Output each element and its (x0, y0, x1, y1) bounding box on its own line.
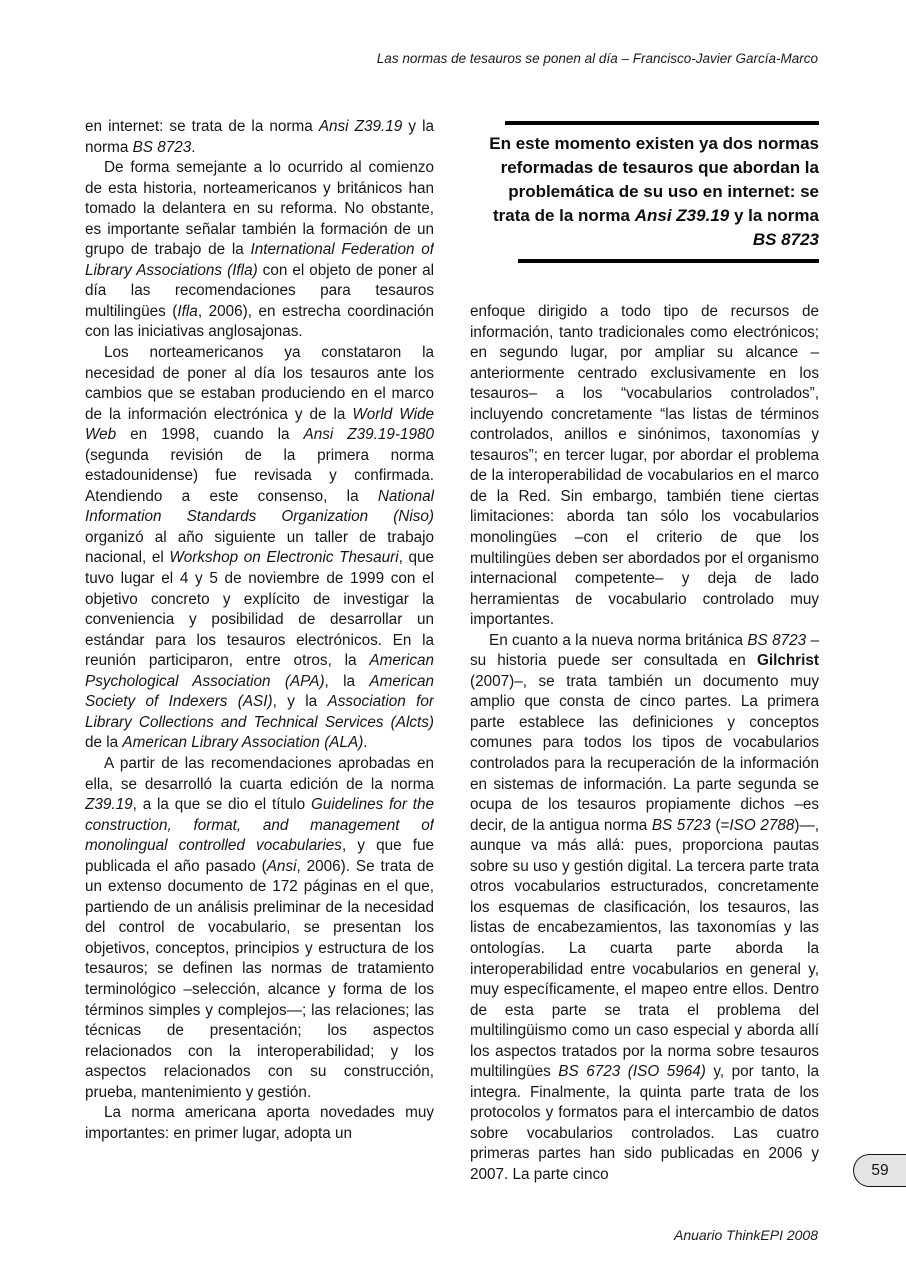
page-number: 59 (871, 1161, 889, 1179)
text-run: National Information Standards Organization (Niso) (85, 487, 434, 526)
text-run: . (363, 734, 368, 752)
text-run: Association for Library Collections and Technical Services (Alcts) (85, 693, 434, 731)
text-run: En cuanto a la nueva norma británica (489, 631, 748, 649)
text-run: , la (324, 672, 370, 690)
text-run: de la (85, 734, 123, 752)
text-run: BS 8723 (747, 631, 807, 649)
right-column-text (470, 302, 819, 1186)
text-run: Ansi (266, 857, 297, 875)
journal-footer: Anuario ThinkEPI 2008 (674, 1227, 818, 1243)
text-run: Workshop on Electronic Thesauri (169, 549, 399, 567)
text-run: BS 5723 (651, 816, 711, 834)
text-run: y la norma (729, 206, 819, 225)
paragraph (85, 754, 434, 1103)
left-column (85, 117, 434, 1199)
text-run: American Library Association (ALA) (122, 734, 364, 752)
text-run: (2007)–, se trata también un documento muy amplio que consta de cinco partes. La primera parte establece las definiciones y conceptos comunes para todos los tipos de vocabularios controlados para la recuperación de la información en sistemas de información. La parte segunda se ocupa de los tesauros propiamente dichos –es decir, de la antigua norma (470, 672, 819, 834)
text-run: American Psychological Association (APA) (85, 652, 434, 690)
text-run: De forma semejante a lo ocurrido al comienzo de esta historia, norteamericanos y británicos han tomado la delantera en su reforma. No obstante, es importante señalar también la formación de un grupo de trabajo de la (85, 159, 434, 259)
text-run: International Federation of Library Associations (Ifla) (85, 241, 434, 279)
paragraph (85, 117, 434, 158)
running-header: Las normas de tesauros se ponen al día – Francisco-Javier García-Marco (376, 51, 818, 66)
text-run: Los norteamericanos ya constataron la necesidad de poner al día los tesauros ante los cambios que se estaban produciendo en el marco de la información electrónica y de la (85, 344, 434, 423)
page-number-badge (853, 1154, 906, 1187)
text-run: , y que fue publicada el año pasado ( (85, 837, 434, 875)
text-run: Gilchrist (756, 652, 819, 670)
text-run: organizó al año siguiente un taller de trabajo nacional, el (85, 528, 434, 567)
text-run: BS 8723 (132, 138, 192, 156)
text-run: Ifla (177, 302, 198, 320)
right-column (470, 117, 819, 1199)
paragraph (470, 631, 819, 1186)
paragraph (470, 302, 819, 631)
text-run: BS 6723 (ISO 5964) (558, 1063, 706, 1081)
text-run: , 2006). Se trata de un extenso documento de 172 páginas en el que, partiendo de un análisis preliminar de la necesidad del control de vocabulario, se presentan los objetivos, conceptos, principios y estructura de los tesauros; se definen las normas de tratamiento terminológico –selección, alcance y forma de los términos simples y complejos—; las relaciones; las técnicas de presentación; los aspectos relacionados con la interoperabilidad; y los aspectos relacionados con su construcción, prueba, mantenimiento y gestión. (85, 857, 434, 1101)
text-run: )—, aunque va más allá: pues, proporciona pautas sobre su uso y gestión digital. La tercera parte trata otros vocabularios estructurados, concretamente los esquemas de clasificación, los tesauros, las listas de encabezamientos, las taxonomías y las ontologías. La cuarta parte aborda la interoperabilidad entre vocabularios en general y, muy específicamente, el mapeo entre ellos. Dentro de esta parte se trata el problema del multilingüismo como un caso especial y aborda allí los aspectos tratados por la norma sobre tesauros multilingües (470, 816, 819, 1081)
text-run: (= (710, 816, 730, 834)
text-run: (segunda revisión de la primera norma estadounidense) fue revisada y confirmada. Atendiendo a este consenso, la (85, 446, 434, 505)
text-run: en 1998, cuando la (116, 426, 304, 444)
paragraph (85, 158, 434, 343)
paragraph (85, 343, 434, 754)
pull-quote-bottom-rule (518, 259, 819, 263)
text-run: Ansi Z39.19 (318, 118, 403, 135)
text-run: , que tuvo lugar el 4 y 5 de noviembre de 1999 con el objetivo concreto y explícito de investigar la conveniencia y posibilidad de desarrollar un estándar para los tesauros electrónicos. En la reunión participaron, entre otros, la (85, 549, 434, 670)
text-run: en internet: se trata de la norma (85, 118, 319, 135)
pull-quote-text (470, 125, 819, 259)
text-run: BS 8723 (752, 230, 819, 249)
text-run: –su historia puede ser consultada en (470, 631, 819, 670)
text-run: La norma americana aporta novedades muy importantes: en primer lugar, adopta un (85, 1104, 434, 1142)
text-run: Guidelines for the construction, format, and management of monolingual controlled vocabularies (85, 796, 434, 855)
text-run: World Wide Web (85, 405, 434, 444)
text-run: Ansi Z39.19 (634, 206, 730, 225)
text-run: Z39.19 (85, 796, 133, 814)
text-run: con el objeto de poner al día las recomendaciones para tesauros multilingües ( (85, 261, 434, 320)
text-run: enfoque dirigido a todo tipo de recursos de información, tanto tradicionales como electrónicos; en segundo lugar, por ampliar su alcance –anteriormente centrado exclusivamente en los tesauros– a los “vocabularios controlados”, incluyendo concretamente “las listas de términos controlados, anillos e sinónimos, taxonomías y tesauros”; en tercer lugar, por abordar el problema de la interoperabilidad de vocabularios en el marco de la Red. Sin embargo, también tiene ciertas limitaciones: aborda tan sólo los vocabularios monolingües –con el criterio de que los multilingües deben ser abordados por el organismo internacional competente– y deja de lado herramientas de vocabulario controlado muy importantes. (470, 303, 819, 629)
paragraph (85, 1103, 434, 1144)
text-run: En este momento existen ya dos normas reformadas de tesauros que abordan la problemática de su uso en internet: se trata de la norma (489, 134, 819, 225)
text-run: , 2006), en estrecha coordinación con las iniciativas anglosajonas. (85, 302, 434, 341)
pull-quote (470, 121, 819, 263)
text-run: . (191, 138, 196, 156)
text-run: , a la que se dio el título (132, 796, 311, 814)
text-run: American Society of Indexers (ASI) (85, 672, 434, 711)
text-run: ISO 2788 (729, 816, 795, 834)
text-run: , y la (272, 693, 328, 711)
text-run: y, por tanto, la integra. Finalmente, la quinta parte trata de los protocolos y formatos para el intercambio de datos sobre vocabularios controlados. Las cuatro primeras partes han sido publicadas en 2006 y 2007. La parte cinco (470, 1063, 819, 1183)
text-run: y la norma (85, 118, 434, 156)
text-run: Ansi Z39.19-1980 (303, 426, 434, 444)
text-run: A partir de las recomendaciones aprobadas en ella, se desarrolló la cuarta edición de la norma (85, 754, 434, 793)
